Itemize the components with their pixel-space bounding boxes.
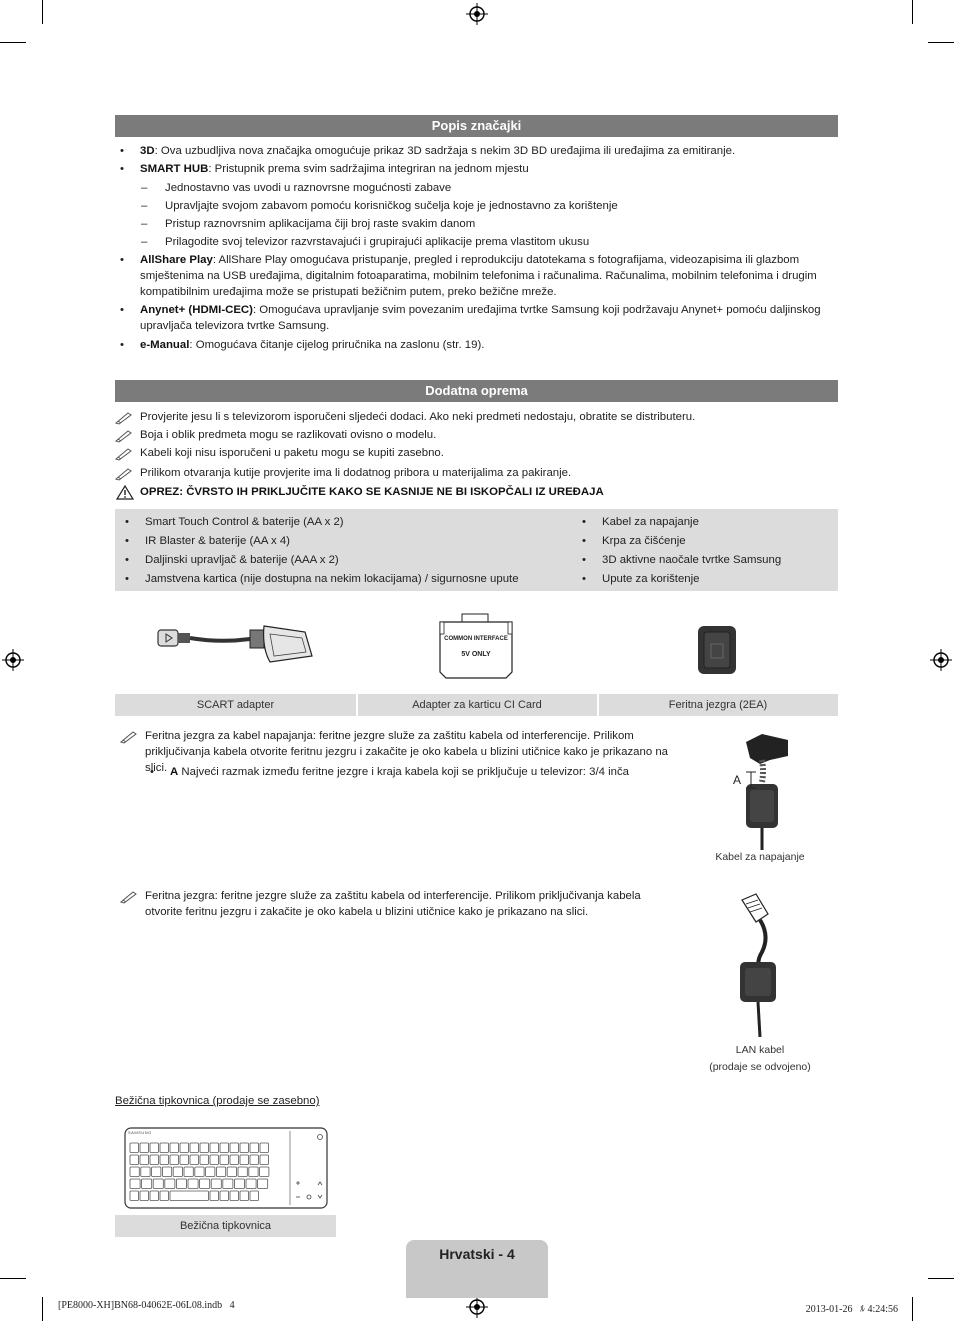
keyboard-key [206, 1167, 215, 1177]
keyboard-key [210, 1155, 219, 1165]
distance-indicator-icon [744, 771, 758, 789]
keyboard-key [180, 1143, 189, 1153]
accessory-item: • 3D aktivne naočale tvrtke Samsung [602, 552, 832, 568]
keyboard-key [200, 1155, 209, 1165]
ferrite-subnote: • A Najveći razmak između feritne jezgre i kraja kabela koji se priključuje u televizor: 3/4 inča [170, 764, 690, 780]
registration-mark-icon [930, 649, 952, 671]
keyboard-key [173, 1167, 182, 1177]
feature-subitem: – Upravljajte svojom zabavom pomoću korisničkog sučelja koje je jednostavno za korištenje [165, 198, 835, 214]
keyboard-key [170, 1155, 179, 1165]
accessories-title: Dodatna oprema [115, 380, 838, 402]
accessory-note: Prilikom otvaranja kutije provjerite ima li dodatnog pribora u materijalima za pakiranje. [140, 467, 572, 479]
feature-item-3d: • 3D: Ova uzbudljiva nova značajka omogućuje prikaz 3D sadržaja s nekim 3D BD uređajima ili uređajima za emitiranje. [140, 143, 840, 159]
keyboard-key [160, 1191, 169, 1201]
keyboard-key [260, 1155, 269, 1165]
footer-file-info: [PE8000-XH]BN68-04062E-06L08.indb 4 [58, 1300, 235, 1311]
registration-mark-icon [2, 649, 24, 671]
ci-card-label: COMMON INTERFACE [444, 636, 508, 642]
warning-triangle-icon [116, 485, 134, 500]
feature-subitem: – Jednostavno vas uvodi u raznovrsne mogućnosti zabave [165, 180, 835, 196]
keyboard-key [150, 1155, 159, 1165]
keyboard-key [210, 1143, 219, 1153]
note-pencil-icon [115, 429, 133, 443]
note-pencil-icon [120, 730, 138, 744]
wireless-keyboard-icon [124, 1127, 328, 1209]
keyboard-key [162, 1167, 171, 1177]
keyboard-key [130, 1155, 139, 1165]
accessory-note: Boja i oblik predmeta mogu se razlikovati ovisno o modelu. [140, 429, 437, 441]
note-pencil-icon [115, 467, 133, 481]
scart-adapter-icon [150, 618, 320, 673]
accessory-item: • Smart Touch Control & baterije (AA x 2) [145, 514, 565, 530]
keyboard-key [188, 1179, 198, 1189]
accessory-item: • Upute za korištenje [602, 571, 832, 587]
keyboard-key [130, 1143, 139, 1153]
keyboard-key [210, 1191, 219, 1201]
keyboard-key [250, 1191, 259, 1201]
keyboard-key [249, 1167, 258, 1177]
feature-item-smarthub: • SMART HUB: Pristupnik prema svim sadržajima integriran na jednom mjestu [140, 161, 840, 177]
ferrite-core-icon [694, 624, 740, 676]
keyboard-key [140, 1143, 149, 1153]
keyboard-key [190, 1143, 199, 1153]
keyboard-key [260, 1167, 269, 1177]
feature-item-emanual: • e-Manual: Omogućava čitanje cijelog priručnika na zaslonu (str. 19). [140, 337, 840, 353]
ferrite-note: Feritna jezgra za kabel napajanja: feritne jezgre služe za zaštitu kabela od interferencije. Prilikom priključivanja kabela otvorite feritnu jezgru i zakačite je oko kabela u blizini utičnice kako je prikazano na slici. [145, 730, 668, 774]
keyboard-key [216, 1167, 225, 1177]
ci-card-label: 5V ONLY [461, 651, 491, 658]
keyboard-key [200, 1179, 210, 1189]
crop-mark [912, 1297, 913, 1321]
page-number: Hrvatski - 4 [439, 1246, 515, 1262]
keyboard-key [176, 1179, 186, 1189]
keyboard-caption: Bežična tipkovnica [179, 1220, 272, 1232]
crop-mark [0, 42, 26, 43]
crop-mark [912, 0, 913, 24]
distance-label: A [733, 773, 742, 787]
keyboard-key [170, 1191, 209, 1201]
keyboard-key [238, 1167, 247, 1177]
keyboard-key [220, 1143, 229, 1153]
crop-mark [928, 42, 954, 43]
crop-mark [0, 1278, 26, 1279]
accessory-item: • Krpa za čišćenje [602, 533, 832, 549]
crop-mark [928, 1278, 954, 1279]
keyboard-key [184, 1167, 193, 1177]
keyboard-key [152, 1167, 161, 1177]
keyboard-key [160, 1155, 169, 1165]
lan-cable-caption: (prodaje se odvojeno) [709, 1061, 811, 1073]
features-title: Popis značajki [115, 115, 838, 137]
feature-item-anynet: • Anynet+ (HDMI-CEC): Omogućava upravljanje svim povezanim uređajima tvrtke Samsung koji podržavaju Anynet+ pomoću daljinskog upravljača televizora tvrtke Samsung. [140, 302, 840, 334]
accessory-note: Kabeli koji nisu isporučeni u paketu mogu se kupiti zasebno. [140, 447, 444, 459]
keyboard-key [240, 1155, 249, 1165]
keyboard-key [227, 1167, 236, 1177]
keyboard-key [142, 1179, 152, 1189]
crop-mark [42, 1297, 43, 1321]
keyboard-key [180, 1155, 189, 1165]
ferrite-note: Feritna jezgra: feritne jezgre služe za zaštitu kabela od interferencije. Prilikom priključivanja kabela otvorite feritnu jezgru i zakačite je oko kabela u blizini utičnice kako je prikazano na slici. [145, 890, 641, 918]
keyboard-key [240, 1191, 249, 1201]
feature-item-allshare: • AllShare Play: AllShare Play omogućava pristupanje, pregled i reprodukciju datotekama s fotografijama, videozapisima ili glazbom smještenima na USB uređajima, digitalnim fotoaparatima, mobilnim telefonima i računalima. Računalima, mobilnim telefonima i drugim kompatibilnim uređajima može se pristupati bežičnim putem, preko bežične mreže. [140, 252, 840, 300]
keyboard-key [223, 1179, 233, 1189]
registration-mark-icon [466, 3, 488, 25]
keyboard-key [130, 1179, 140, 1189]
accessory-item: • IR Blaster & baterije (AA x 4) [145, 533, 565, 549]
keyboard-key [150, 1191, 159, 1201]
caption-ferrite: Feritna jezgra (2EA) [668, 699, 768, 711]
keyboard-brand: SAMSUNG [128, 1130, 152, 1135]
keyboard-key [220, 1155, 229, 1165]
note-pencil-icon [115, 411, 133, 425]
caption-scart: SCART adapter [196, 699, 275, 711]
power-cable-ferrite-icon [740, 730, 790, 850]
keyboard-key [195, 1167, 204, 1177]
keyboard-key [258, 1179, 268, 1189]
keyboard-key [211, 1179, 221, 1189]
footer-timestamp: 2013-01-26 ﾙ 4:24:56 [805, 1304, 898, 1315]
keyboard-key [160, 1143, 169, 1153]
keyboard-key [140, 1155, 149, 1165]
lan-cable-caption: LAN kabel [735, 1044, 785, 1056]
keyboard-key [170, 1143, 179, 1153]
registration-mark-icon [466, 1296, 488, 1318]
crop-mark [42, 0, 43, 24]
accessory-item: • Daljinski upravljač & baterije (AAA x 2) [145, 552, 565, 568]
accessory-note: Provjerite jesu li s televizorom isporučeni sljedeći dodaci. Ako neki predmeti nedostaju, obratite se distributeru. [140, 411, 696, 423]
keyboard-key [190, 1155, 199, 1165]
keyboard-key [240, 1143, 249, 1153]
keyboard-key [130, 1191, 139, 1201]
keyboard-key [200, 1143, 209, 1153]
keyboard-key [230, 1155, 239, 1165]
feature-subitem: – Prilagodite svoj televizor razvrstavajući i grupirajući aplikacije prema vlastitom ukusu [165, 234, 835, 250]
keyboard-key [130, 1167, 139, 1177]
keyboard-key [140, 1191, 149, 1201]
keyboard-key [250, 1143, 259, 1153]
note-pencil-icon [120, 890, 138, 904]
keyboard-key [153, 1179, 163, 1189]
accessory-item: • Jamstvena kartica (nije dostupna na nekim lokacijama) / sigurnosne upute [145, 571, 565, 587]
note-pencil-icon [115, 447, 133, 461]
keyboard-key [246, 1179, 256, 1189]
keyboard-key [230, 1191, 239, 1201]
caption-ci-card: Adapter za karticu CI Card [412, 699, 542, 711]
keyboard-key [234, 1179, 244, 1189]
keyboard-key [165, 1179, 175, 1189]
keyboard-key [220, 1191, 229, 1201]
keyboard-key [250, 1155, 259, 1165]
accessory-item: • Kabel za napajanje [602, 514, 832, 530]
keyboard-key [260, 1143, 269, 1153]
keyboard-key [230, 1143, 239, 1153]
power-cable-caption: Kabel za napajanje [715, 851, 805, 863]
keyboard-heading: Bežična tipkovnica (prodaje se zasebno) [115, 1095, 320, 1107]
keyboard-key [141, 1167, 150, 1177]
feature-subitem: – Pristup raznovrsnim aplikacijama čiji broj raste svakim danom [165, 216, 835, 232]
caution-text: OPREZ: ČVRSTO IH PRIKLJUČITE KAKO SE KASNIJE NE BI ISKOPČALI IZ UREĐAJA [140, 486, 604, 498]
lan-cable-ferrite-icon [730, 892, 790, 1037]
keyboard-key [150, 1143, 159, 1153]
ci-card-adapter-icon [436, 612, 516, 682]
